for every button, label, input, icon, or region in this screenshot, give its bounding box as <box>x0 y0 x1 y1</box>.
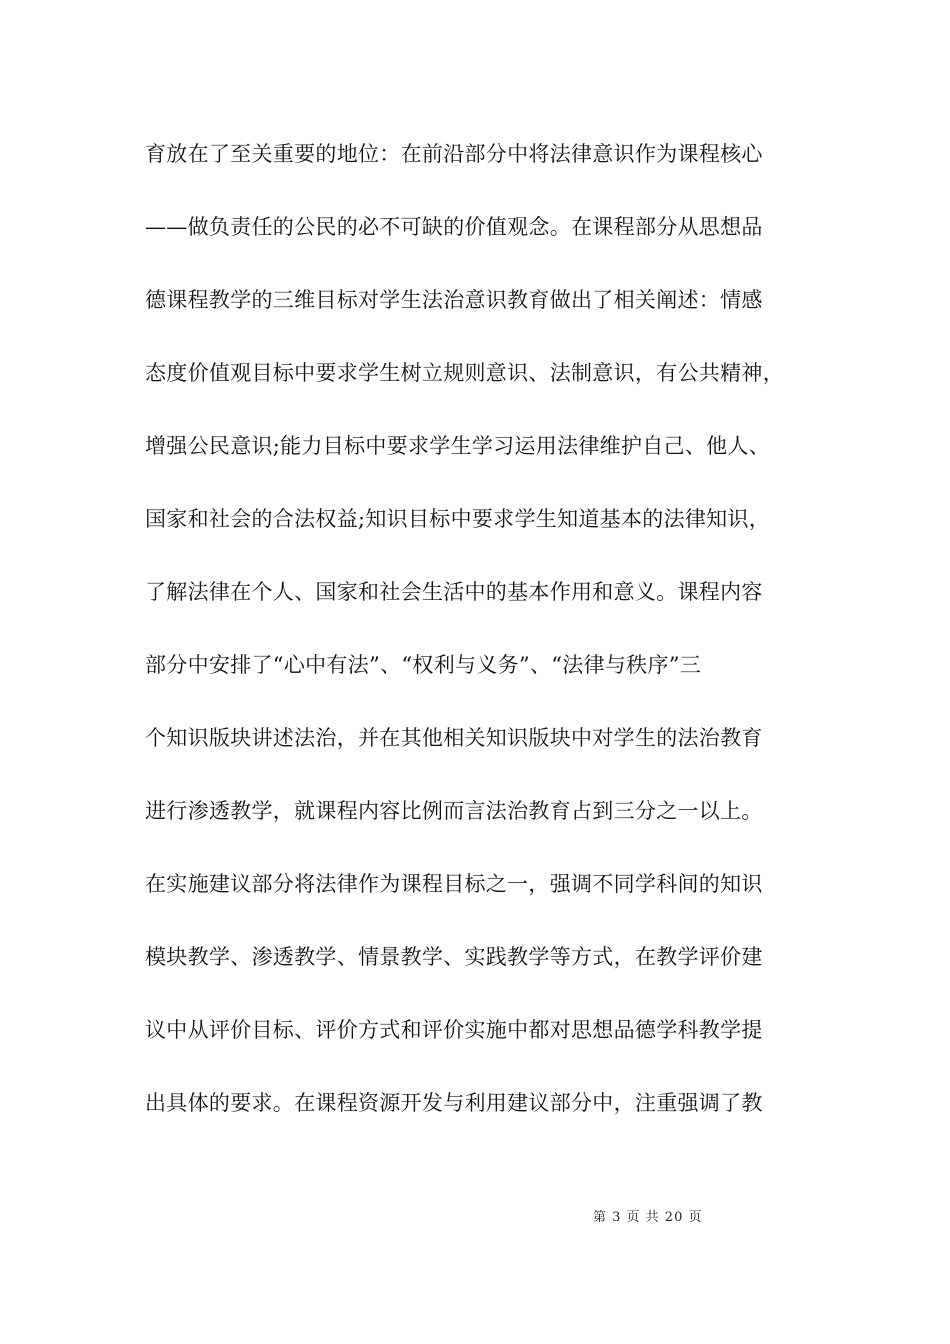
text-line: 在实施建议部分将法律作为课程目标之一，强调不同学科间的知识 <box>145 872 763 896</box>
page-footer <box>0 1208 950 1232</box>
text-line: 模块教学、渗透教学、情景教学、实践教学等方式，在教学评价建 <box>145 945 763 969</box>
text-line: 增强公民意识;能力目标中要求学生学习运用法律维护自己、他人、 <box>145 434 771 458</box>
text-line: 部分中安排了“心中有法”、“权利与义务”、“法律与秩序”三 <box>145 653 702 677</box>
text-line: 国家和社会的合法权益;知识目标中要求学生知道基本的法律知识， <box>145 507 771 531</box>
body-text <box>145 134 845 1156</box>
text-line: 进行渗透教学，就课程内容比例而言法治教育占到三分之一以上。 <box>145 799 763 823</box>
text-line: 了解法律在个人、国家和社会生活中的基本作用和意义。课程内容 <box>145 580 763 604</box>
text-line: 态度价值观目标中要求学生树立规则意识、法制意识，有公共精神， <box>145 361 784 385</box>
page-number: 第 3 页 共 20 页 <box>593 1210 703 1225</box>
text-line: 个知识版块讲述法治，并在其他相关知识版块中对学生的法治教育 <box>145 726 763 750</box>
text-line: ——做负责任的公民的必不可缺的价值观念。在课程部分从思想品 <box>145 215 763 239</box>
text-line: 德课程教学的三维目标对学生法治意识教育做出了相关阐述：情感 <box>145 288 763 312</box>
text-line: 出具体的要求。在课程资源开发与利用建议部分中，注重强调了教 <box>145 1091 763 1115</box>
text-line: 育放在了至关重要的地位：在前沿部分中将法律意识作为课程核心 <box>145 142 763 166</box>
text-line: 议中从评价目标、评价方式和评价实施中都对思想品德学科教学提 <box>145 1018 763 1042</box>
